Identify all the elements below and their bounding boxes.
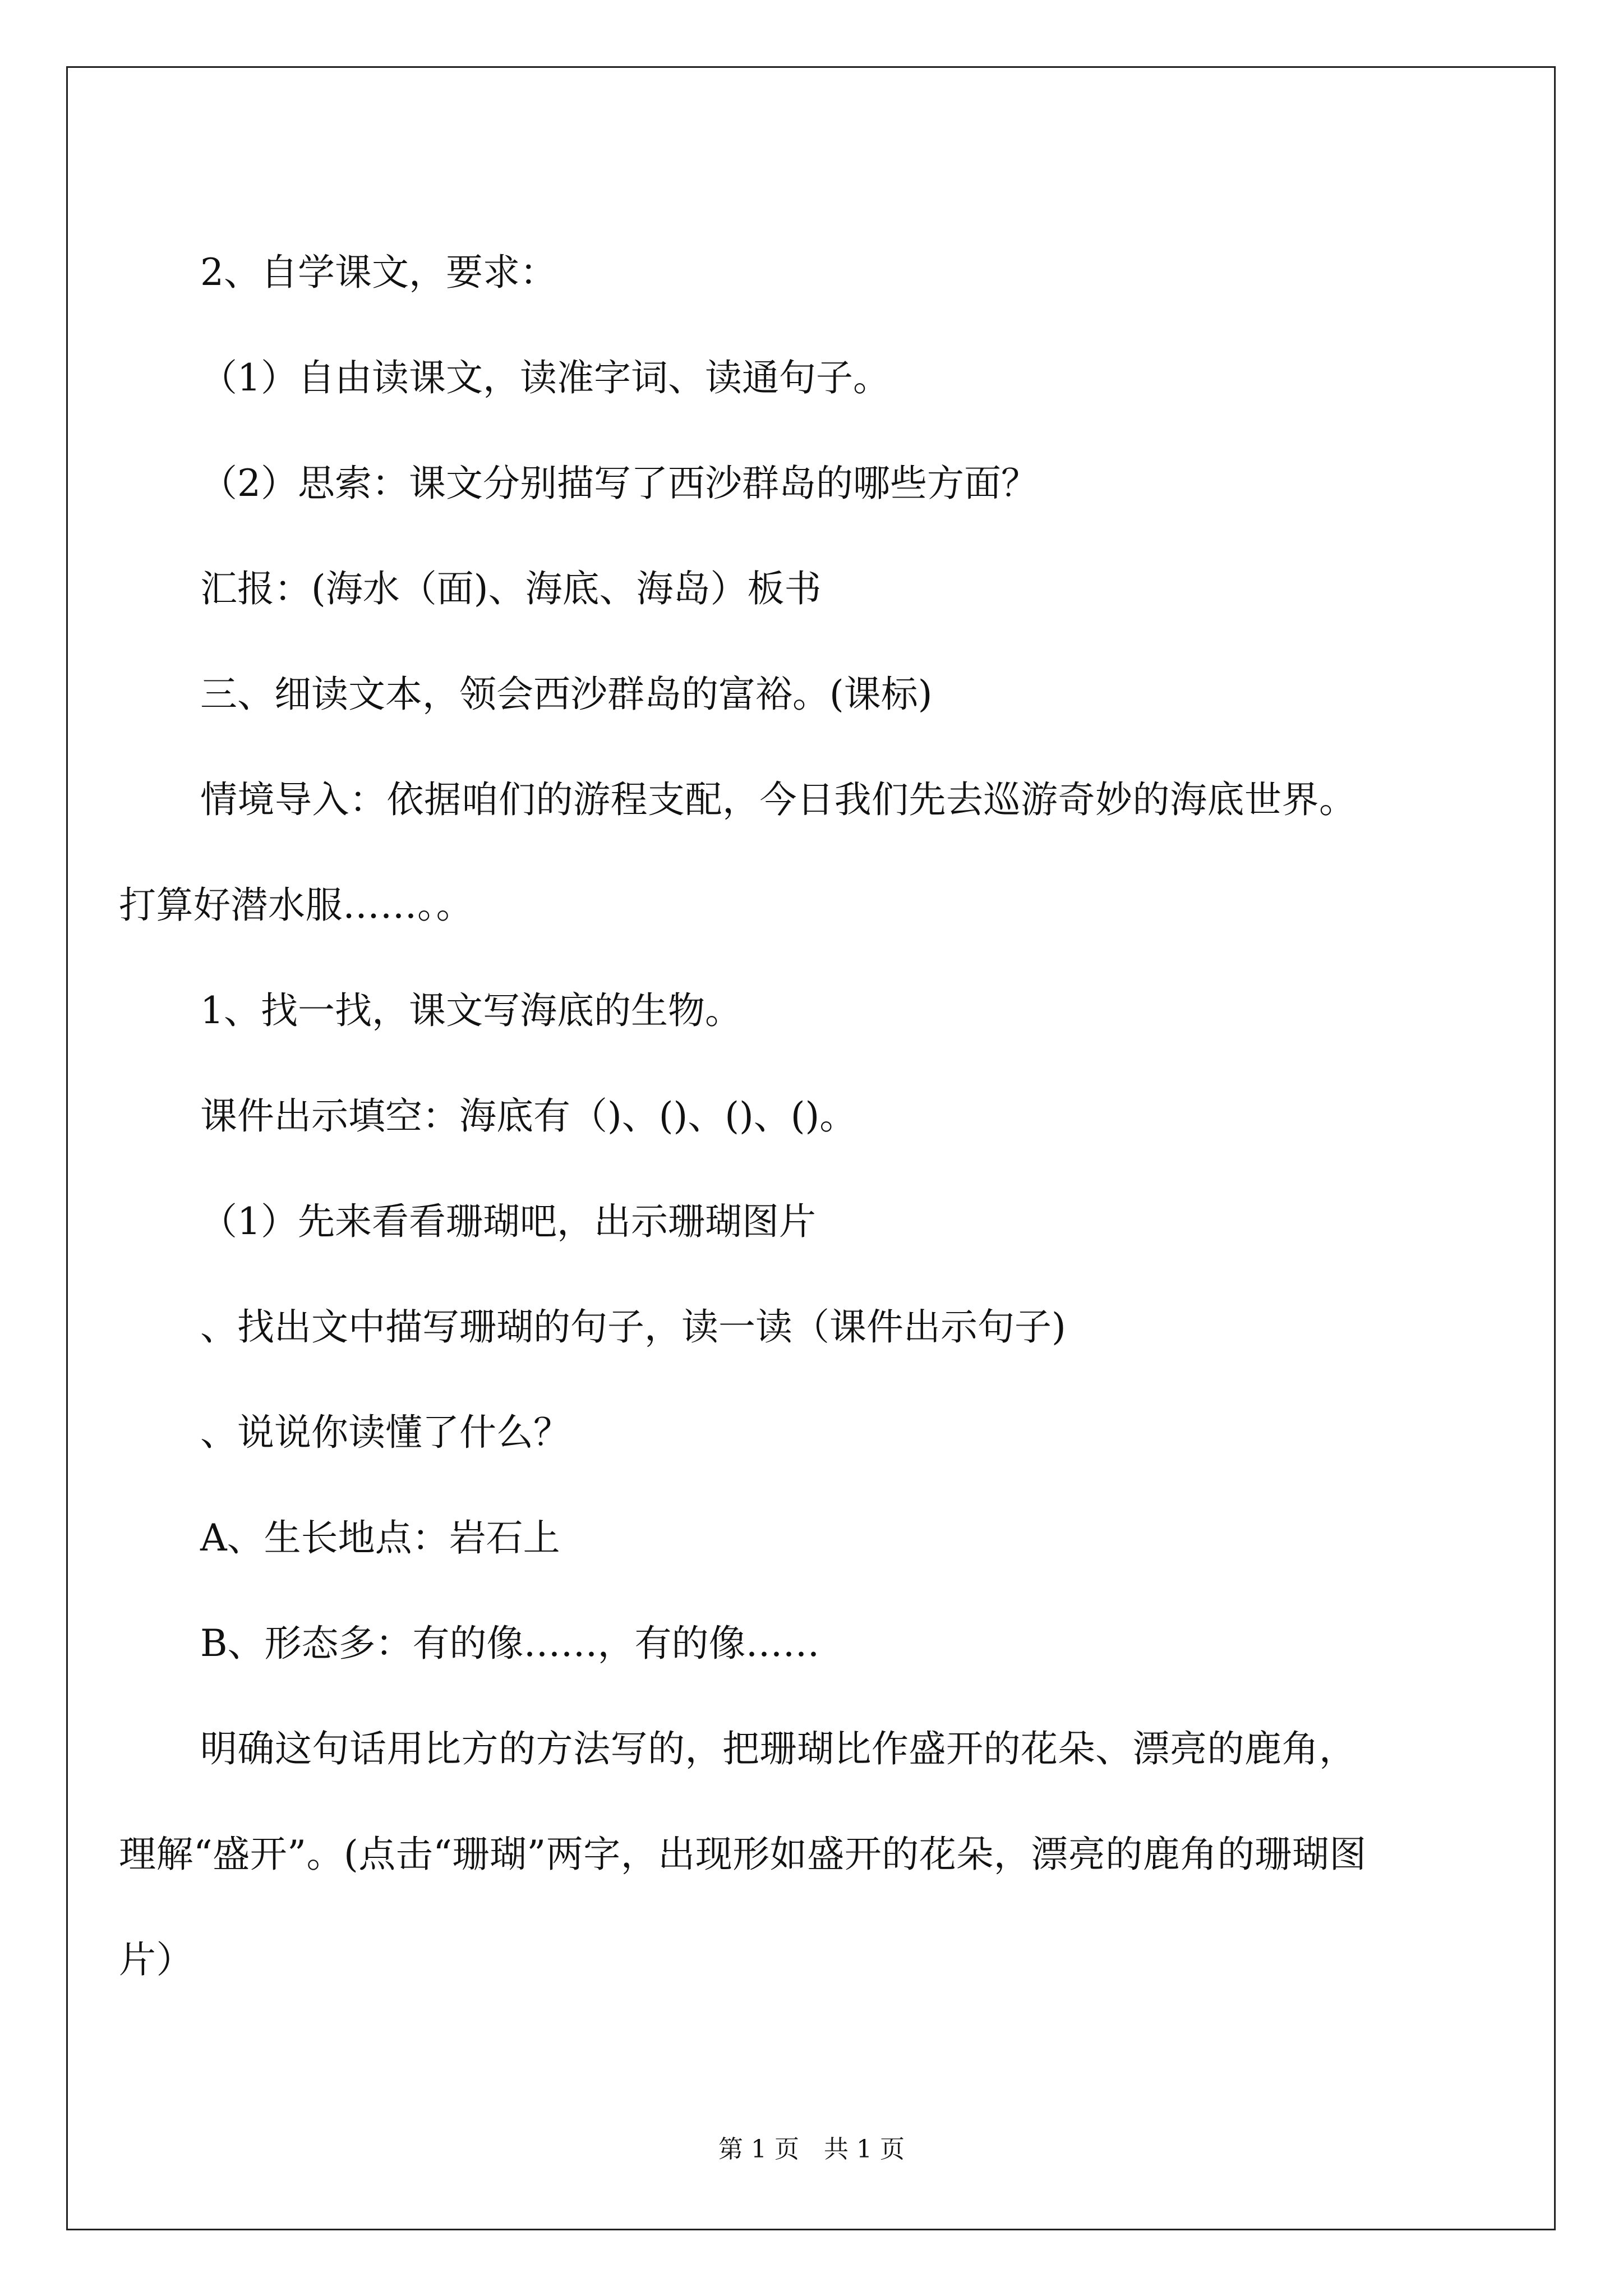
paragraph-find-sentence: 、找出文中描写珊瑚的句子，读一读（课件出示句子) [200,1305,1066,1349]
paragraph-location: A、生长地点：岩石上 [200,1516,560,1559]
paragraph-shape: B、形态多：有的像……，有的像…… [200,1622,820,1665]
paragraph-fill-blank: 课件出示填空：海底有（)、()、()、()。 [200,1094,857,1138]
paragraph-report: 汇报：(海水（面)、海底、海岛）板书 [200,567,822,610]
document-body [119,220,1434,2013]
paragraph-metaphor: 明确这句话用比方的方法写的，把珊瑚比作盛开的花朵、漂亮的鹿角，理解“盛开”。(点击“珊瑚”两字，出现形如盛开的花朵，漂亮的鹿角的珊瑚图片） [119,1727,1367,1981]
paragraph-self-study: 2、自学课文，要求： [200,251,557,294]
paragraph-find: 1、找一找，课文写海底的生物。 [200,989,742,1032]
paragraph-think: （2）思索：课文分别描写了西沙群岛的哪些方面？ [200,462,1038,505]
paragraph-understand: 、说说你读懂了什么？ [200,1411,570,1454]
page-footer: 第 1 页 共 1 页 [718,2135,905,2164]
paragraph-section-three: 三、细读文本，领会西沙群岛的富裕。(课标) [200,673,933,716]
paragraph-scene-intro: 情境导入：依据咱们的游程支配，今日我们先去巡游奇妙的海底世界。打算好潜水服……。。 [119,778,1357,927]
paragraph-coral-intro: （1）先来看看珊瑚吧，出示珊瑚图片 [200,1200,816,1243]
paragraph-read-freely: （1）自由读课文，读准字词、读通句子。 [200,356,890,399]
